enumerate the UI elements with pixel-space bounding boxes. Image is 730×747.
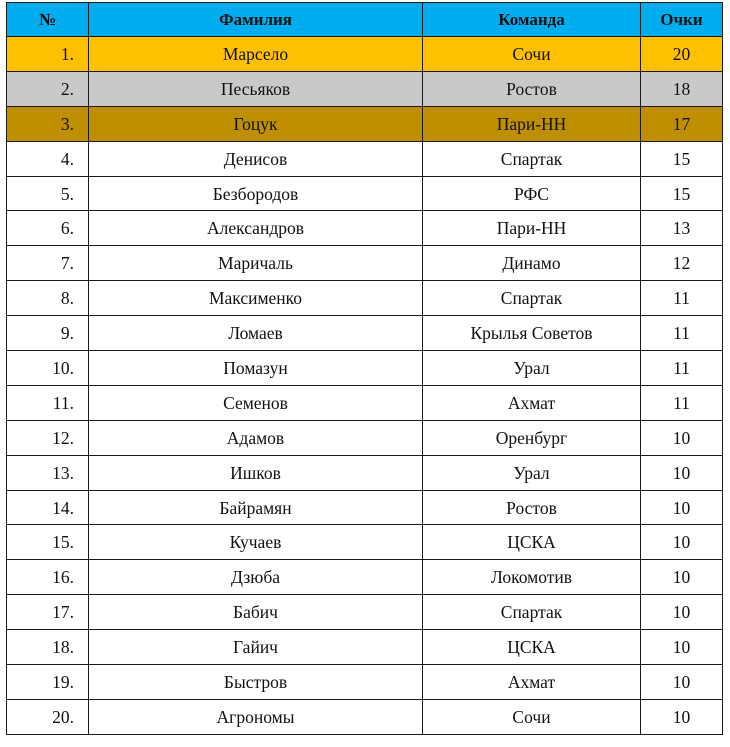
table-row	[7, 176, 723, 211]
header-name: Фамилия	[89, 3, 423, 37]
row-points: 10	[641, 630, 723, 665]
row-team: Ахмат	[423, 665, 641, 700]
table-row	[7, 630, 723, 665]
row-team: Урал	[423, 351, 641, 386]
row-num: 4.	[7, 141, 89, 176]
row-points: 10	[641, 595, 723, 630]
row-name: Адамов	[89, 420, 423, 455]
table-row	[7, 211, 723, 246]
table-row	[7, 665, 723, 700]
row-num: 13.	[7, 455, 89, 490]
row-num: 6.	[7, 211, 89, 246]
row-num: 15.	[7, 525, 89, 560]
table-row	[7, 281, 723, 316]
row-name: Безбородов	[89, 176, 423, 211]
row-team: Крылья Советов	[423, 316, 641, 351]
row-team: Оренбург	[423, 420, 641, 455]
row-num: 19.	[7, 665, 89, 700]
row-name: Марсело	[89, 37, 423, 72]
row-name: Байрамян	[89, 490, 423, 525]
row-points: 15	[641, 176, 723, 211]
row-name: Быстров	[89, 665, 423, 700]
row-num: 17.	[7, 595, 89, 630]
row-team: Сочи	[423, 699, 641, 734]
row-name: Помазун	[89, 351, 423, 386]
table-row	[7, 246, 723, 281]
row-team: ЦСКА	[423, 630, 641, 665]
row-team: Сочи	[423, 37, 641, 72]
row-name: Маричаль	[89, 246, 423, 281]
row-team: РФС	[423, 176, 641, 211]
row-name: Песьяков	[89, 71, 423, 106]
row-points: 20	[641, 37, 723, 72]
ranking-table-container	[6, 2, 722, 735]
row-num: 10.	[7, 351, 89, 386]
row-name: Ишков	[89, 455, 423, 490]
table-row	[7, 490, 723, 525]
row-points: 10	[641, 490, 723, 525]
row-name: Бабич	[89, 595, 423, 630]
table-row	[7, 37, 723, 72]
table-row	[7, 385, 723, 420]
table-header-row	[7, 3, 723, 37]
table-row	[7, 525, 723, 560]
ranking-table	[6, 2, 723, 735]
row-points: 11	[641, 316, 723, 351]
row-points: 17	[641, 106, 723, 141]
header-num: №	[7, 3, 89, 37]
table-row	[7, 699, 723, 734]
row-num: 2.	[7, 71, 89, 106]
table-row	[7, 141, 723, 176]
row-num: 11.	[7, 385, 89, 420]
table-row	[7, 595, 723, 630]
row-num: 12.	[7, 420, 89, 455]
row-num: 3.	[7, 106, 89, 141]
row-points: 10	[641, 455, 723, 490]
row-team: Ростов	[423, 490, 641, 525]
row-num: 9.	[7, 316, 89, 351]
row-name: Агрономы	[89, 699, 423, 734]
row-points: 10	[641, 560, 723, 595]
table-row	[7, 106, 723, 141]
row-points: 15	[641, 141, 723, 176]
row-team: Ахмат	[423, 385, 641, 420]
row-num: 18.	[7, 630, 89, 665]
row-team: Урал	[423, 455, 641, 490]
row-points: 10	[641, 699, 723, 734]
row-num: 16.	[7, 560, 89, 595]
row-name: Ломаев	[89, 316, 423, 351]
row-points: 18	[641, 71, 723, 106]
row-name: Кучаев	[89, 525, 423, 560]
row-team: Пари-НН	[423, 211, 641, 246]
row-points: 10	[641, 420, 723, 455]
row-points: 13	[641, 211, 723, 246]
row-points: 11	[641, 385, 723, 420]
table-row	[7, 316, 723, 351]
row-num: 7.	[7, 246, 89, 281]
row-name: Александров	[89, 211, 423, 246]
row-name: Семенов	[89, 385, 423, 420]
row-num: 5.	[7, 176, 89, 211]
table-row	[7, 420, 723, 455]
row-points: 10	[641, 665, 723, 700]
row-num: 1.	[7, 37, 89, 72]
row-points: 12	[641, 246, 723, 281]
header-team: Команда	[423, 3, 641, 37]
row-team: Спартак	[423, 281, 641, 316]
row-team: ЦСКА	[423, 525, 641, 560]
row-points: 11	[641, 351, 723, 386]
table-row	[7, 351, 723, 386]
row-team: Ростов	[423, 71, 641, 106]
row-num: 8.	[7, 281, 89, 316]
row-name: Денисов	[89, 141, 423, 176]
header-points: Очки	[641, 3, 723, 37]
row-name: Гоцук	[89, 106, 423, 141]
table-row	[7, 71, 723, 106]
row-name: Максименко	[89, 281, 423, 316]
row-team: Динамо	[423, 246, 641, 281]
row-name: Гайич	[89, 630, 423, 665]
row-num: 14.	[7, 490, 89, 525]
table-row	[7, 455, 723, 490]
row-team: Спартак	[423, 141, 641, 176]
row-team: Пари-НН	[423, 106, 641, 141]
row-points: 10	[641, 525, 723, 560]
table-row	[7, 560, 723, 595]
row-team: Локомотив	[423, 560, 641, 595]
row-team: Спартак	[423, 595, 641, 630]
table-body	[7, 37, 723, 735]
row-points: 11	[641, 281, 723, 316]
row-name: Дзюба	[89, 560, 423, 595]
row-num: 20.	[7, 699, 89, 734]
